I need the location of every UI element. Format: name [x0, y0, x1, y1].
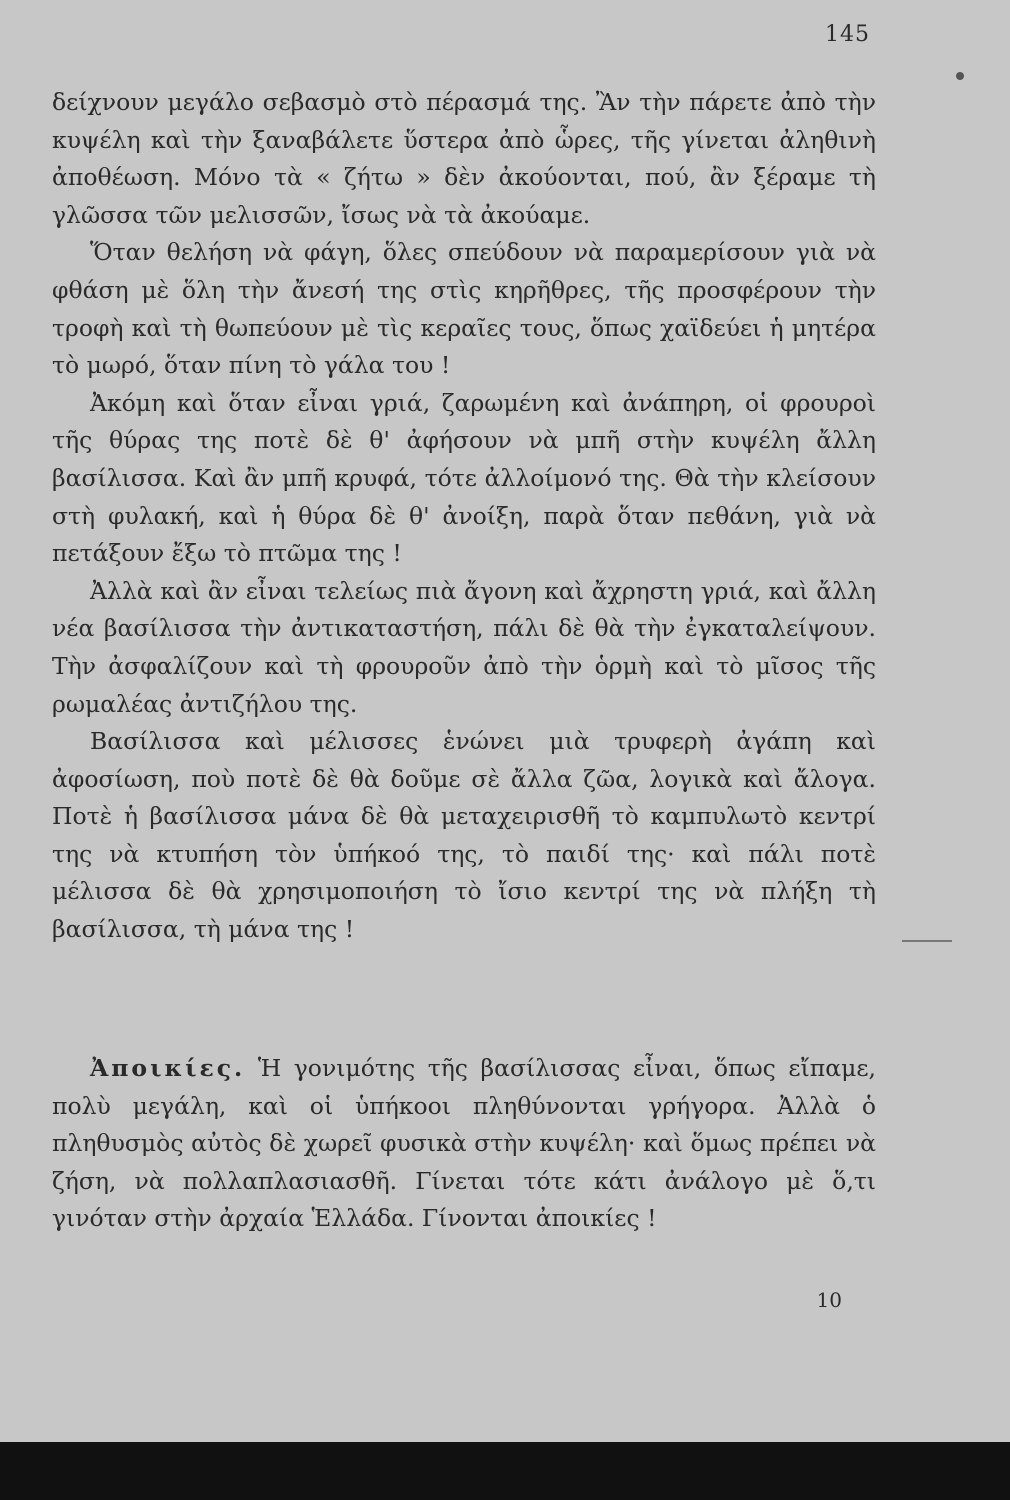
- paragraph: Ὅταν θελήση νὰ φάγη, ὅλες σπεύδουν νὰ παραμερίσουν γιὰ νὰ φθάση μὲ ὅλη τὴν ἄνεσή της στὶς κηρῆθρες, τῆς προσφέρουν τὴν τροφὴ καὶ τὴ θωπεύουν μὲ τὶς κεραῖες τους, ὅπως χαϊδεύει ἡ μητέρα τὸ μωρό, ὅταν πίνη τὸ γάλα του !: [52, 238, 876, 380]
- paragraph: Βασίλισσα καὶ μέλισσες ἑνώνει μιὰ τρυφερὴ ἀγάπη καὶ ἀφοσίωση, ποὺ ποτὲ δὲ θὰ δοῦμε σὲ ἄλλα ζῶα, λογικὰ καὶ ἄλογα. Ποτὲ ἡ βασίλισσα μάνα δὲ θὰ μεταχειρισθῆ τὸ καμπυλωτὸ κεντρί της νὰ κτυπήση τὸν ὑπήκοό της, τὸ παιδί της· καὶ πάλι ποτὲ μέλισσα δὲ θὰ χρησιμοποιήση τὸ ἴσιο κεντρί της νὰ πλήξη τὴ βασίλισσα, τὴ μάνα της !: [52, 727, 876, 944]
- page-number: 145: [825, 22, 870, 47]
- body-text: [52, 84, 876, 949]
- section-paragraph: [52, 1050, 876, 1238]
- section-body: Ἡ γονιμότης τῆς βασίλισσας εἶναι, ὅπως εἴπαμε, πολὺ μεγάλη, καὶ οἱ ὑπήκοοι πληθύνονται γρήγορα. Ἀλλὰ ὁ πληθυσμὸς αὐτὸς δὲ χωρεῖ φυσικὰ στὴν κυψέλη· καὶ ὅμως πρέπει νὰ ζήση, νὰ πολλαπλασιασθῆ. Γίνεται τότε κάτι ἀνάλογο μὲ ὅ,τι γινόταν στὴν ἀρχαία Ἑλλάδα. Γίνονται ἀποικίες !: [52, 1054, 876, 1233]
- paragraph: Ἀλλὰ καὶ ἂν εἶναι τελείως πιὰ ἄγονη καὶ ἄχρηστη γριά, καὶ ἄλλη νέα βασίλισσα τὴν ἀντικαταστήση, πάλι δὲ θὰ τὴν ἐγκαταλείψουν. Τὴν ἀσφαλίζουν καὶ τὴ φρουροῦν ἀπὸ τὴν ὁρμὴ καὶ τὸ μῖσος τῆς ρωμαλέας ἀντιζήλου της.: [52, 576, 876, 718]
- paragraph: Ἀκόμη καὶ ὅταν εἶναι γριά, ζαρωμένη καὶ ἀνάπηρη, οἱ φρουροὶ τῆς θύρας της ποτὲ δὲ θ' ἀφήσουν νὰ μπῆ στὴν κυψέλη ἄλλη βασίλισσα. Καὶ ἂν μπῆ κρυφά, τότε ἀλλοίμονό της. Θὰ τὴν κλείσουν στὴ φυλακή, καὶ ἡ θύρα δὲ θ' ἀνοίξη, παρὰ ὅταν πεθάνη, γιὰ νὰ πετάξουν ἔξω τὸ πτῶμα της !: [52, 388, 876, 568]
- section-heading: Ἀποικίες.: [90, 1054, 246, 1082]
- section-text: [52, 1050, 876, 1238]
- signature-mark: 10: [816, 1288, 842, 1312]
- print-speck: [956, 72, 964, 80]
- margin-pencil-mark: [902, 940, 952, 942]
- scan-edge: [0, 1442, 1010, 1500]
- paragraph: δείχνουν μεγάλο σεβασμὸ στὸ πέρασμά της. Ἂν τὴν πάρετε ἀπὸ τὴν κυψέλη καὶ τὴν ξαναβάλετε ὕστερα ἀπὸ ὧρες, τῆς γίνεται ἀληθινὴ ἀποθέωση. Μόνο τὰ « ζήτω » δὲν ἀκούονται, πού, ἂν ξέραμε τὴ γλῶσσα τῶν μελισσῶν, ἴσως νὰ τὰ ἀκούαμε.: [52, 88, 876, 229]
